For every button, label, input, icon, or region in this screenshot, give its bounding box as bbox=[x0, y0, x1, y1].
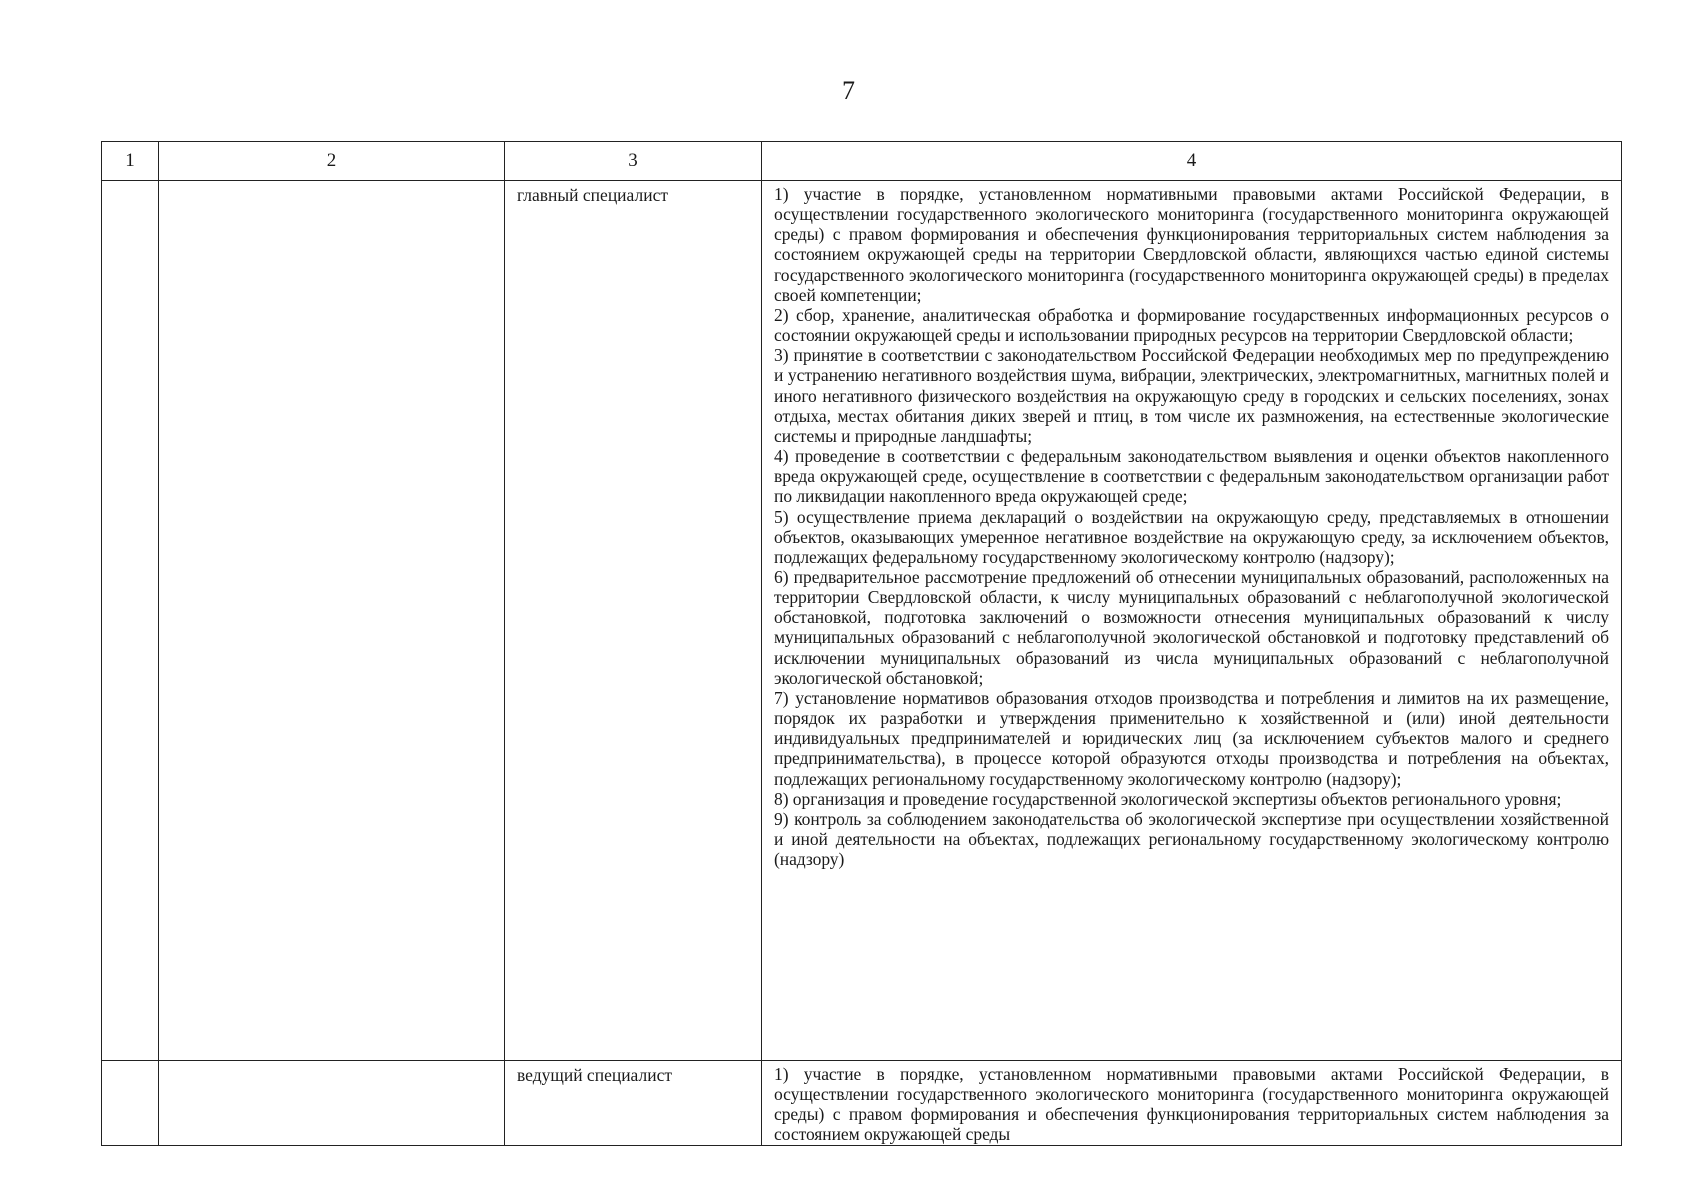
duty-item: 1) участие в порядке, установленном нормативными правовыми актами Российской Федерации, в осуществлении государственного экологического мониторинга (государственного мониторинга окружающей среды) с правом формирования и обеспечения функционирования территориальных систем наблюдения за состоянием окружающей среды на территории Свердловской области, являющихся частью единой системы государственного экологического мониторинга (государственного мониторинга окружающей среды) в пределах своей компетенции; bbox=[774, 184, 1609, 305]
duty-item: 4) проведение в соответствии с федеральным законодательством выявления и оценки объектов накопленного вреда окружающей среде, осуществление в соответствии с федеральным законодательством организации работ по ликвидации накопленного вреда окружающей среде; bbox=[774, 446, 1609, 507]
table-header-row bbox=[102, 142, 1622, 181]
duties-cell bbox=[762, 1061, 1622, 1146]
position-title-cell: ведущий специалист bbox=[505, 1061, 762, 1146]
column-header-3: 3 bbox=[505, 142, 762, 181]
duties-cell bbox=[762, 181, 1622, 1061]
positions-table bbox=[101, 141, 1622, 1146]
duty-item: 8) организация и проведение государственной экологической экспертизы объектов регионального уровня; bbox=[774, 788, 1562, 809]
unit-name-cell bbox=[159, 181, 505, 1061]
row-number-cell bbox=[102, 1061, 159, 1146]
duty-item: 1) участие в порядке, установленном нормативными правовыми актами Российской Федерации, в осуществлении государственного экологического мониторинга (государственного мониторинга окружающей среды) с правом формирования и обеспечения функционирования территориальных систем наблюдения за состоянием окружающей среды bbox=[774, 1064, 1609, 1145]
table-row bbox=[102, 1061, 1622, 1146]
column-header-2: 2 bbox=[159, 142, 505, 181]
page-number: 7 bbox=[842, 76, 855, 105]
column-header-1: 1 bbox=[102, 142, 159, 181]
table-row bbox=[102, 181, 1622, 1061]
unit-name-cell bbox=[159, 1061, 505, 1146]
duty-item: 7) установление нормативов образования отходов производства и потребления и лимитов на их размещение, порядок их разработки и утверждения применительно к хозяйственной и (или) иной деятельности индивидуальных предпринимателей и юридических лиц (за исключением субъектов малого и среднего предпринимательства), в процессе которой образуются отходы производства и потребления на объектах, подлежащих региональному государственному экологическому контролю (надзору); bbox=[774, 687, 1609, 789]
duty-item: 6) предварительное рассмотрение предложений об отнесении муниципальных образований, расположенных на территории Свердловской области, к числу муниципальных образований с неблагополучной экологической обстановкой, подготовка заключений о возможности отнесения муниципальных образований к числу муниципальных образований с неблагополучной экологической обстановкой и подготовку представлений об исключении муниципальных образований из числа муниципальных образований с неблагополучной экологической обстановкой; bbox=[774, 566, 1609, 688]
duty-item: 3) принятие в соответствии с законодательством Российской Федерации необходимых мер по предупреждению и устранению негативного воздействия шума, вибрации, электрических, электромагнитных, магнитных полей и иного негативного физического воздействия на окружающую среду в городских и сельских поселениях, зонах отдыха, местах обитания диких зверей и птиц, в том числе их размножения, на естественные экологические системы и природные ландшафты; bbox=[774, 345, 1609, 446]
row-number-cell bbox=[102, 181, 159, 1061]
column-header-4: 4 bbox=[762, 142, 1622, 181]
duty-item: 5) осуществление приема деклараций о воздействии на окружающую среду, представляемых в отношении объектов, оказывающих умеренное негативное воздействие на окружающую среду, за исключением объектов, подлежащих федеральному государственному экологическому контролю (надзору); bbox=[774, 506, 1609, 567]
duty-item: 2) сбор, хранение, аналитическая обработка и формирование государственных информационных ресурсов о состоянии окружающей среды и использовании природных ресурсов на территории Свердловской области; bbox=[774, 304, 1609, 346]
position-title-cell: главный специалист bbox=[505, 181, 762, 1061]
duty-item: 9) контроль за соблюдением законодательства об экологической экспертизе при осуществлении хозяйственной и иной деятельности на объектах, подлежащих региональному государственному экологическому контролю (надзору) bbox=[774, 808, 1609, 870]
